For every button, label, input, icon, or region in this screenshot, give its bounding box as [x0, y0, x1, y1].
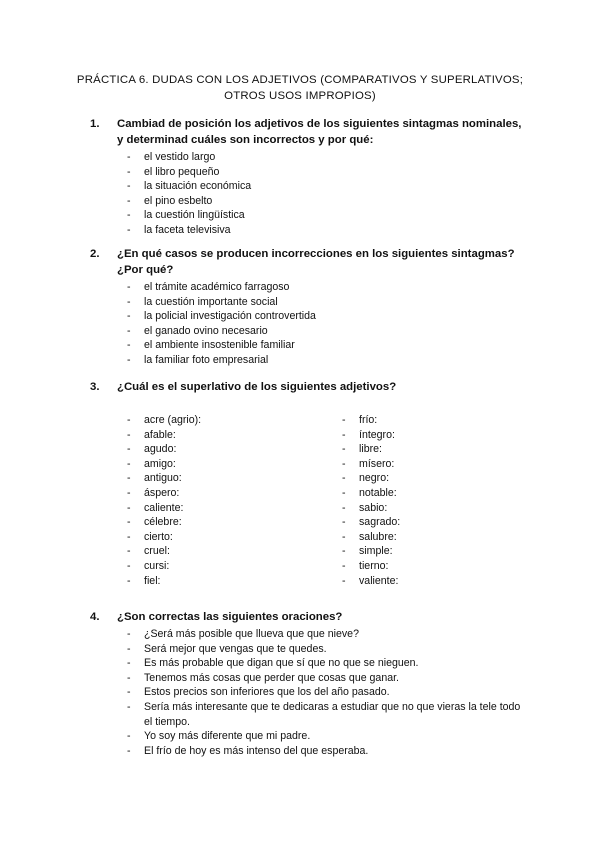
- list-item: - simple:: [305, 544, 505, 559]
- question-text: ¿Son correctas las siguientes oraciones?: [117, 611, 343, 623]
- list-item: - mísero:: [305, 457, 505, 472]
- list-item: - Sería más interesante que te dedicaras a estudiar que no que vieras la tele todo el tiempo.: [90, 700, 530, 729]
- list-item: - salubre:: [305, 530, 505, 545]
- title-line-1: PRÁCTICA 6. DUDAS CON LOS ADJETIVOS (COMPARATIVOS Y SUPERLATIVOS;: [76, 74, 524, 86]
- list-item: - el vestido largo: [90, 150, 530, 165]
- list-item: - amigo:: [90, 457, 300, 472]
- list-item: - El frío de hoy es más intenso del que esperaba.: [90, 744, 530, 759]
- list-item: - cierto:: [90, 530, 300, 545]
- list-item: - valiente:: [305, 574, 505, 589]
- list-item: - el trámite académico farragoso: [90, 280, 530, 295]
- list-item: - frío:: [305, 413, 505, 428]
- list-item: - caliente:: [90, 501, 300, 516]
- list-item: - íntegro:: [305, 428, 505, 443]
- list-item: - el ganado ovino necesario: [90, 324, 530, 339]
- adjective-list-right: [305, 413, 505, 588]
- list-item: - notable:: [305, 486, 505, 501]
- list-item: - Es más probable que digan que sí que no que se nieguen.: [90, 656, 530, 671]
- exercise-3: [90, 379, 530, 589]
- title-line-2: OTROS USOS IMPROPIOS): [224, 90, 376, 102]
- list-item: - la policial investigación controvertida: [90, 309, 530, 324]
- question-text: ¿En qué casos se producen incorrecciones en los siguientes sintagmas? ¿Por qué?: [117, 248, 515, 276]
- list-item: - el ambiente insostenible familiar: [90, 338, 530, 353]
- exercise-1: [90, 116, 530, 238]
- list-item: - el pino esbelto: [90, 194, 530, 209]
- list-item: - Tenemos más cosas que perder que cosas que ganar.: [90, 671, 530, 686]
- exercise-4-question: [90, 609, 530, 625]
- list-item: - Estos precios son inferiores que los del año pasado.: [90, 685, 530, 700]
- adjective-list-left: [90, 413, 300, 588]
- exercise-4-list: [90, 627, 530, 758]
- exercise-number: 2.: [90, 248, 100, 260]
- exercise-number: 4.: [90, 611, 100, 623]
- exercise-2-list: [90, 280, 530, 368]
- question-text: ¿Cuál es el superlativo de los siguientes adjetivos?: [117, 381, 397, 393]
- list-item: - el libro pequeño: [90, 165, 530, 180]
- list-item: - sagrado:: [305, 515, 505, 530]
- exercise-4: [90, 609, 530, 758]
- exercise-2-question: [90, 246, 530, 278]
- exercise-1-question: [90, 116, 530, 148]
- page-title: [60, 72, 540, 104]
- list-item: - la cuestión importante social: [90, 295, 530, 310]
- question-text: Cambiad de posición los adjetivos de los siguientes sintagmas nominales, y determinad cuáles son incorrectos y por qué:: [117, 118, 522, 146]
- list-item: - cursi:: [90, 559, 300, 574]
- list-item: - fiel:: [90, 574, 300, 589]
- list-item: - la faceta televisiva: [90, 223, 530, 238]
- list-item: - antiguo:: [90, 471, 300, 486]
- list-item: - Será mejor que vengas que te quedes.: [90, 642, 530, 657]
- exercise-1-list: [90, 150, 530, 238]
- exercise-2: [90, 246, 530, 368]
- exercise-number: 1.: [90, 118, 100, 130]
- list-item: - sabio:: [305, 501, 505, 516]
- list-item: - negro:: [305, 471, 505, 486]
- exercise-number: 3.: [90, 381, 100, 393]
- list-item: - tierno:: [305, 559, 505, 574]
- list-item: - Yo soy más diferente que mi padre.: [90, 729, 530, 744]
- list-item: - áspero:: [90, 486, 300, 501]
- list-item: - cruel:: [90, 544, 300, 559]
- list-item: - la familiar foto empresarial: [90, 353, 530, 368]
- list-item: - afable:: [90, 428, 300, 443]
- list-item: - la cuestión lingüística: [90, 208, 530, 223]
- list-item: - ¿Será más posible que llueva que que nieve?: [90, 627, 530, 642]
- adjective-columns: [90, 411, 530, 589]
- list-item: - la situación económica: [90, 179, 530, 194]
- list-item: - libre:: [305, 442, 505, 457]
- list-item: - célebre:: [90, 515, 300, 530]
- list-item: - agudo:: [90, 442, 300, 457]
- exercise-3-question: [90, 379, 530, 395]
- list-item: - acre (agrio):: [90, 413, 300, 428]
